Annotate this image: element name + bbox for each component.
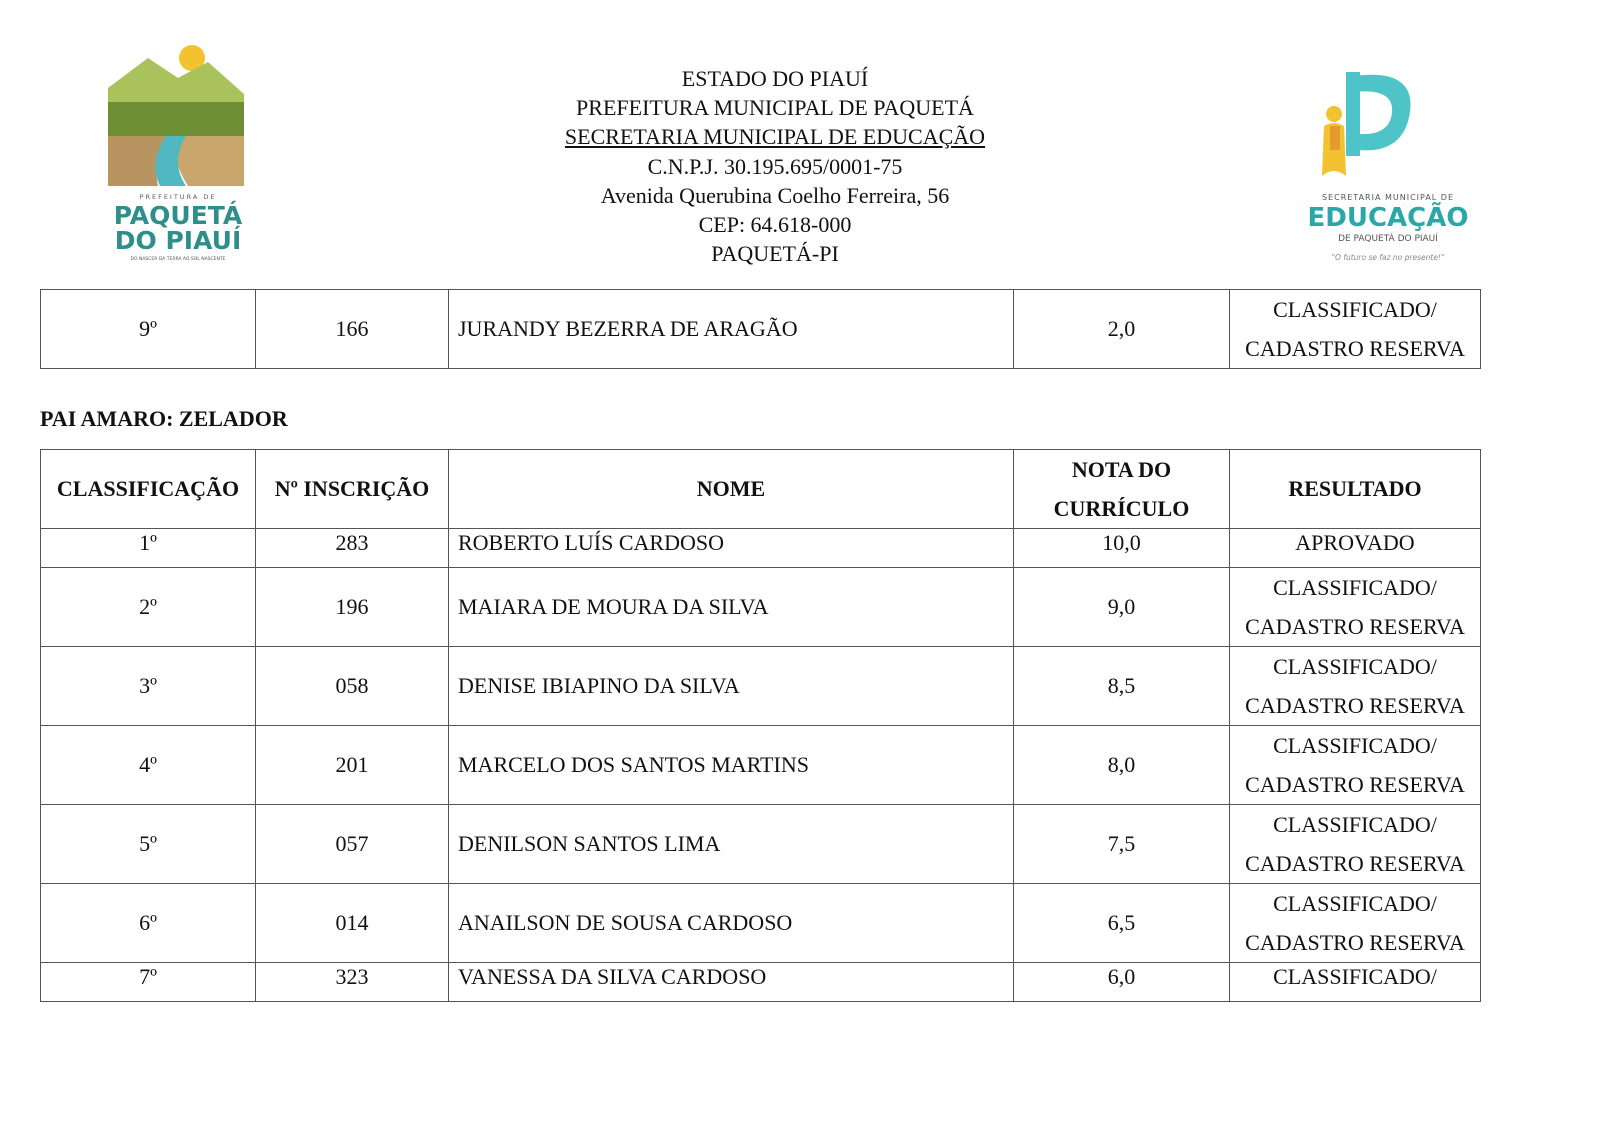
previous-results-table <box>40 289 1481 369</box>
cell-classificacao: 1º <box>41 529 256 568</box>
section-title: PAI AMARO: ZELADOR <box>40 406 288 431</box>
cell-resultado <box>1230 529 1481 568</box>
cell-nota: 8,5 <box>1014 647 1230 726</box>
cell-nome: MAIARA DE MOURA DA SILVA <box>449 568 1014 647</box>
cell-classificacao: 3º <box>41 647 256 726</box>
header-address: Avenida Querubina Coelho Ferreira, 56 <box>600 182 950 208</box>
resultado-line: CLASSIFICADO/ <box>1273 812 1437 837</box>
cell-nota: 10,0 <box>1014 529 1230 568</box>
table-row <box>41 805 1481 884</box>
table-row <box>41 647 1481 726</box>
cell-inscricao: 058 <box>256 647 449 726</box>
svg-text:DE PAQUETÁ DO PIAUÍ: DE PAQUETÁ DO PIAUÍ <box>1338 234 1438 244</box>
cell-nome: DENILSON SANTOS LIMA <box>449 805 1014 884</box>
cell-classificacao: 7º <box>41 963 256 1002</box>
table-header-row <box>41 450 1481 529</box>
cell-inscricao: 166 <box>256 290 449 369</box>
col-header-nota-line2: CURRÍCULO <box>1053 496 1190 521</box>
resultado-line: CLASSIFICADO/ <box>1273 575 1437 600</box>
cell-nome: ROBERTO LUÍS CARDOSO <box>449 529 1014 568</box>
cell-nota: 6,0 <box>1014 963 1230 1002</box>
cell-classificacao: 4º <box>41 726 256 805</box>
resultado-line: CADASTRO RESERVA <box>1245 851 1465 876</box>
col-header-classificacao: CLASSIFICAÇÃO <box>41 450 256 529</box>
svg-text:PREFEITURA DE: PREFEITURA DE <box>139 193 217 201</box>
cell-resultado <box>1230 290 1481 369</box>
cell-inscricao: 283 <box>256 529 449 568</box>
cell-nome: ANAILSON DE SOUSA CARDOSO <box>449 884 1014 963</box>
col-header-nota <box>1014 450 1230 529</box>
header-city: PAQUETÁ-PI <box>711 241 839 267</box>
table-row <box>41 290 1481 369</box>
resultado-line: CLASSIFICADO/ <box>1273 654 1437 679</box>
resultado-line: CADASTRO RESERVA <box>1245 614 1465 639</box>
cell-classificacao: 9º <box>41 290 256 369</box>
cell-nota: 7,5 <box>1014 805 1230 884</box>
resultado-line: CLASSIFICADO/ <box>1273 297 1437 322</box>
cell-nota: 9,0 <box>1014 568 1230 647</box>
resultado-line: CADASTRO RESERVA <box>1245 693 1465 718</box>
svg-text:SECRETARIA MUNICIPAL DE: SECRETARIA MUNICIPAL DE <box>1321 193 1455 202</box>
table-row <box>41 963 1481 1002</box>
cell-resultado <box>1230 726 1481 805</box>
svg-text:EDUCAÇÃO: EDUCAÇÃO <box>1307 203 1469 233</box>
cell-inscricao: 014 <box>256 884 449 963</box>
cell-inscricao: 323 <box>256 963 449 1002</box>
col-header-inscricao: Nº INSCRIÇÃO <box>256 450 449 529</box>
resultado-line: APROVADO <box>1295 530 1415 555</box>
cell-nome: JURANDY BEZERRA DE ARAGÃO <box>449 290 1014 369</box>
header-secretaria: SECRETARIA MUNICIPAL DE EDUCAÇÃO <box>564 124 986 150</box>
table-row <box>41 529 1481 568</box>
cell-nota: 6,5 <box>1014 884 1230 963</box>
cell-classificacao: 2º <box>41 568 256 647</box>
cell-nome: DENISE IBIAPINO DA SILVA <box>449 647 1014 726</box>
resultado-line: CADASTRO RESERVA <box>1245 336 1465 361</box>
zelador-results-table <box>40 449 1481 1002</box>
cell-nota: 2,0 <box>1014 290 1230 369</box>
resultado-line: CLASSIFICADO/ <box>1273 733 1437 758</box>
cell-resultado <box>1230 963 1481 1002</box>
col-header-nota-line1: NOTA DO <box>1071 457 1172 482</box>
cell-classificacao: 6º <box>41 884 256 963</box>
table-row <box>41 568 1481 647</box>
svg-text:PAQUETÁ: PAQUETÁ <box>113 201 243 230</box>
resultado-line: CLASSIFICADO/ <box>1273 891 1437 916</box>
cell-nome: VANESSA DA SILVA CARDOSO <box>449 963 1014 1002</box>
table-row <box>41 884 1481 963</box>
header-prefeitura: PREFEITURA MUNICIPAL DE PAQUETÁ <box>576 95 974 121</box>
cell-inscricao: 196 <box>256 568 449 647</box>
cell-classificacao: 5º <box>41 805 256 884</box>
cell-resultado <box>1230 805 1481 884</box>
resultado-line: CADASTRO RESERVA <box>1245 772 1465 797</box>
cell-inscricao: 057 <box>256 805 449 884</box>
cell-nota: 8,0 <box>1014 726 1230 805</box>
cell-resultado <box>1230 568 1481 647</box>
cell-inscricao: 201 <box>256 726 449 805</box>
col-header-nome: NOME <box>449 450 1014 529</box>
col-header-resultado: RESULTADO <box>1230 450 1481 529</box>
document-header <box>0 0 1600 290</box>
cell-nome: MARCELO DOS SANTOS MARTINS <box>449 726 1014 805</box>
education-emblem-icon <box>1306 66 1470 272</box>
resultado-line: CLASSIFICADO/ <box>1273 964 1437 989</box>
svg-text:DO PIAUÍ: DO PIAUÍ <box>114 226 242 255</box>
table-row <box>41 726 1481 805</box>
education-secretariat-logo <box>1306 66 1470 272</box>
cell-resultado <box>1230 647 1481 726</box>
resultado-line: CADASTRO RESERVA <box>1245 930 1465 955</box>
svg-text:"O futuro se faz no presente!": "O futuro se faz no presente!" <box>1331 253 1445 262</box>
cell-resultado <box>1230 884 1481 963</box>
header-cep: CEP: 64.618-000 <box>698 211 852 237</box>
header-state: ESTADO DO PIAUÍ <box>681 66 869 91</box>
svg-text:DO NASCER DA TERRA AO SOL NASC: DO NASCER DA TERRA AO SOL NASCENTE <box>130 257 226 262</box>
header-cnpj: C.N.P.J. 30.195.695/0001-75 <box>647 153 903 179</box>
